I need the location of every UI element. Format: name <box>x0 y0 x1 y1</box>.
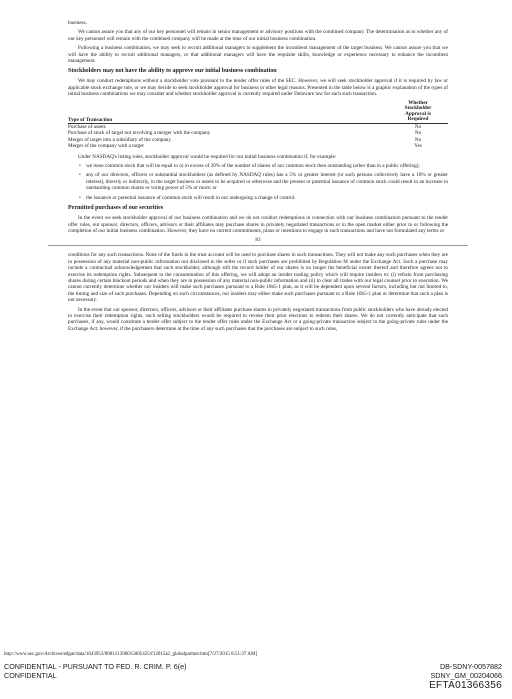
paragraph-conditions: conditions for any such transactions. None of the funds in the trust account will be used to purchase shares in such transactions. They will not make any such purchases when they are in possession of any material non-public information not disclosed to the seller or if such purchases are prohibited by Regulation M under the Exchange Act. Such a purchase may include a contractual acknowledgement that such stockholder, although still the record holder of our shares is no longer the beneficial owner thereof and therefore agrees not to exercise its redemption rights. Subsequent to the consummation of this offering, we will adopt an insider trading policy which will require insiders to: (i) refrain from purchasing shares during certain blackout periods and when they are in possession of any material non-public information and (ii) to clear all trades with our legal counsel prior to execution. We cannot currently determine whether our insiders will make such purchases pursuant to a Rule 10b5-1 plan, as it will be dependent upon several factors, including but not limited to, the timing and size of such purchases. Depending on such circumstances, our insiders may either make such purchases pursuant to a Rule 10b5-1 plan or determine that such a plan is not necessary. <box>68 252 448 304</box>
transaction-table <box>68 101 448 150</box>
table-cell-approval: No <box>414 136 422 143</box>
nasdaq-conditions-list <box>68 163 448 201</box>
table-cell-approval: Yes <box>414 143 422 150</box>
bullet-icon: • <box>79 172 81 179</box>
bullet-icon: • <box>79 194 81 201</box>
paragraph-permitted-purchases: In the event we seek stockholder approval of our business combination and we do not conduct redemptions in connection with our business combination pursuant to the tender offer rules, our sponsor, directors, officers, advisors or their affiliates may purchase shares in privately negotiated transactions or in the open market either prior to or following the completion of our initial business combination. However, they have no current commitments, plans or intentions to engage in such transactions and have not formulated any terms or <box>68 215 448 234</box>
table-header-approval-line: Whether <box>408 99 428 106</box>
bates-number-db: DB-SDNY-0057882 <box>439 662 502 671</box>
confidential-notice <box>4 662 187 680</box>
list-item-text: we issue common stock that will be equal to or in excess of 20% of the number of shares of our common stock then outstanding (other than in a public offering); <box>86 163 420 170</box>
table-cell-type: Merger of target into a subsidiary of the company <box>68 136 171 143</box>
paragraph-private-transactions: In the event that our sponsor, directors, officers, advisors or their affiliates purchase shares in privately negotiated transactions from public stockholders who have already elected to exercise their redemption rights, such selling stockholders would be required to revoke their prior elections to redeem their shares. We do not currently anticipate that such purchases, if any, would constitute a tender offer subject to the tender offer rules under the Exchange Act or a going-private transaction subject to the going-private rules under the Exchange Act; however, if the purchasers determine at the time of any such purchases that the purchases are subject to such rules, <box>68 306 448 332</box>
table-cell-type: Purchase of assets <box>68 124 106 131</box>
table-header-approval <box>388 101 448 124</box>
page-number: 83 <box>255 237 261 244</box>
list-item <box>79 172 448 192</box>
list-item <box>79 194 448 201</box>
list-item <box>79 163 448 170</box>
bullet-icon: • <box>79 163 81 170</box>
paragraph-redemptions: We may conduct redemptions without a stockholder vote pursuant to the tender offer rules of the SEC. However, we will seek stockholder approval if it is required by law or applicable stock exchange rule, or we may decide to seek stockholder approval for business or other legal reasons. Presented in the table below is a graphic explanation of the types of initial business combinations we may consider and whether stockholder approval is currently required under Delaware law for each such transaction. <box>68 78 448 98</box>
list-item-text: any of our directors, officers or substantial stockholders (as defined by NASDAQ rules) has a 5% or greater interest (or such persons collectively have a 10% or greater interest), directly or indirectly, in the target business or assets to be acquired or otherwise and the present or potential issuance of common stock could result in an increase in outstanding common shares or voting power of 5% or more; or <box>86 172 448 192</box>
table-header-approval-line: Required <box>407 116 429 123</box>
paragraph-key-personnel: We cannot assure you that any of our key personnel will remain in senior management or advisory positions with the combined company. The determination as to whether any of our key personnel will remain with the combined company will be made at the time of our initial business combination. <box>68 29 448 42</box>
table-cell-type: Purchase of stock of target not involving a merger with the company <box>68 130 211 137</box>
confidential-line-1: CONFIDENTIAL - PURSUANT TO FED. R. CRIM. P. 6(e) <box>4 662 187 671</box>
bates-number-efta: EFTA01366356 <box>429 680 502 691</box>
table-cell-approval: No <box>414 124 422 131</box>
bates-numbers <box>429 662 502 692</box>
heading-stockholder-approval: Stockholders may not have the ability to approve our initial business combination <box>68 68 277 75</box>
paragraph-continuation: business. <box>68 20 87 26</box>
list-item-text: the issuance or potential issuance of common stock will result in our undergoing a change of control. <box>86 194 296 201</box>
source-url: http://www.sec.gov/Archives/edgar/data/1643953/000121390015005425/f12015a2_globalpartner.htm[7/27/2015 8:51:37 AM] <box>4 652 258 657</box>
bates-number-sdny: SDNY_GM_00204066 <box>430 671 502 680</box>
table-header-type: Type of Transaction <box>68 101 388 124</box>
table-cell-type: Merger of the company with a target <box>68 143 144 150</box>
heading-permitted-purchases: Permitted purchases of our securities <box>68 205 164 212</box>
paragraph-additional-managers: Following a business combination, we may seek to recruit additional managers to supplement the incumbent management of the target business. We cannot assure you that we will have the ability to recruit additional managers, or that additional managers will have the requisite skills, knowledge or experience necessary to enhance the incumbent management. <box>68 45 448 65</box>
page-divider <box>48 245 468 246</box>
document-body <box>68 20 448 335</box>
table-cell-approval: No <box>414 130 422 137</box>
confidential-line-2: CONFIDENTIAL <box>4 671 57 680</box>
table-row <box>68 143 448 149</box>
table-header-approval-line: Stockholder <box>404 105 432 112</box>
paragraph-nasdaq-rules: Under NASDAQ's listing rules, stockholder approval would be required for our initial business combination if, for example: <box>78 153 337 160</box>
table-header-approval-line: Approval is <box>405 110 431 117</box>
